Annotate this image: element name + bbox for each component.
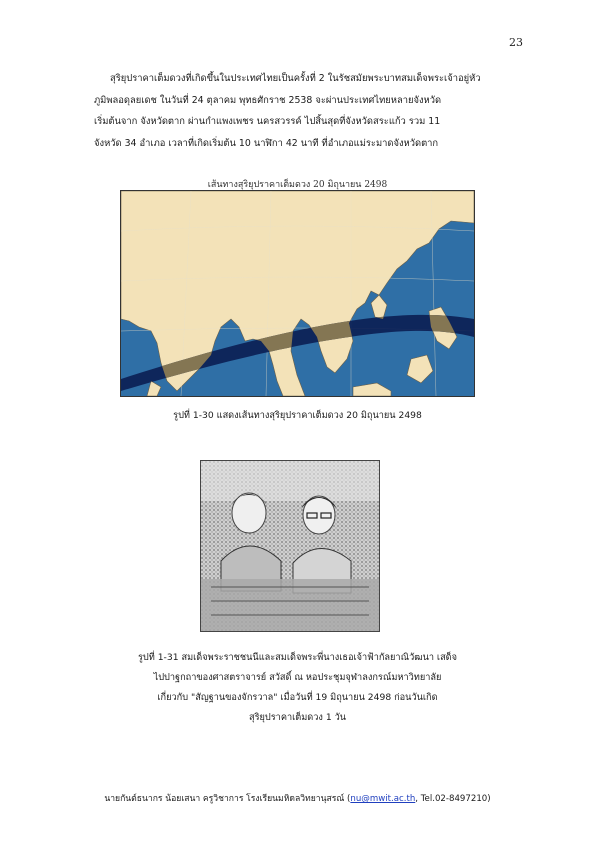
caption-line: ไปปาฐกถาของศาสตราจารย์ สวัสดิ์ ณ หอประชุมจุฬาลงกรณ์มหาวิทยาลัย xyxy=(153,672,442,683)
body-line: เริ่มต้นจาก จังหวัดตาก ผ่านกำแพงเพชร นครสวรรค์ ไปสิ้นสุดที่จังหวัดสระแก้ว รวม 11 xyxy=(94,116,441,127)
body-line: ภูมิพลอดุลยเดช ในวันที่ 24 ตุลาคม พุทธศักราช 2538 จะผ่านประเทศไทยหลายจังหวัด xyxy=(94,94,442,106)
body-paragraph xyxy=(94,68,540,154)
map-title: เส้นทางสุริยุปราคาเต็มดวง 20 มิถุนายน 2498 xyxy=(207,180,388,190)
figure-caption-2 xyxy=(0,648,595,728)
page-footer xyxy=(0,791,595,805)
body-line: สุริยุปราคาเต็มดวงที่เกิดขึ้นในประเทศไทยเป็นครั้งที่ 2 ในรัชสมัยพระบาทสมเด็จพระเจ้าอยู่หัว xyxy=(110,73,481,84)
map-graphic xyxy=(121,191,474,396)
caption-line: เกี่ยวกับ "สัญฐานของจักรวาล" เมื่อวันที่ 19 มิถุนายน 2498 ก่อนวันเกิด xyxy=(157,692,438,703)
footer-tel: , Tel.02-8497210) xyxy=(415,794,491,804)
footer-author: นายกันต์ธนากร น้อยเสนา ครูวิชาการ โรงเรียนมหิดลวิทยานุสรณ์ ( xyxy=(104,794,351,804)
figure-caption: รูปที่ 1-30 แสดงเส้นทางสุริยุปราคาเต็มดวง 20 มิถุนายน 2498 xyxy=(173,410,422,421)
historical-photo xyxy=(200,460,380,632)
footer-email-link[interactable]: nu@mwit.ac.th xyxy=(350,794,416,804)
caption-line: รูปที่ 1-31 สมเด็จพระราชชนนีและสมเด็จพระพี่นางเธอเจ้าฟ้ากัลยาณิวัฒนา เสด็จ xyxy=(137,652,458,663)
eclipse-path-map xyxy=(120,190,475,397)
page-number: 23 xyxy=(509,36,523,49)
photo-graphic xyxy=(201,461,379,631)
body-line: จังหวัด 34 อำเภอ เวลาที่เกิดเริ่มต้น 10 นาฬิกา 42 นาที ที่อำเภอแม่ระมาดจังหวัดตาก xyxy=(94,137,439,149)
caption-line: สุริยุปราคาเต็มดวง 1 วัน xyxy=(248,712,347,723)
